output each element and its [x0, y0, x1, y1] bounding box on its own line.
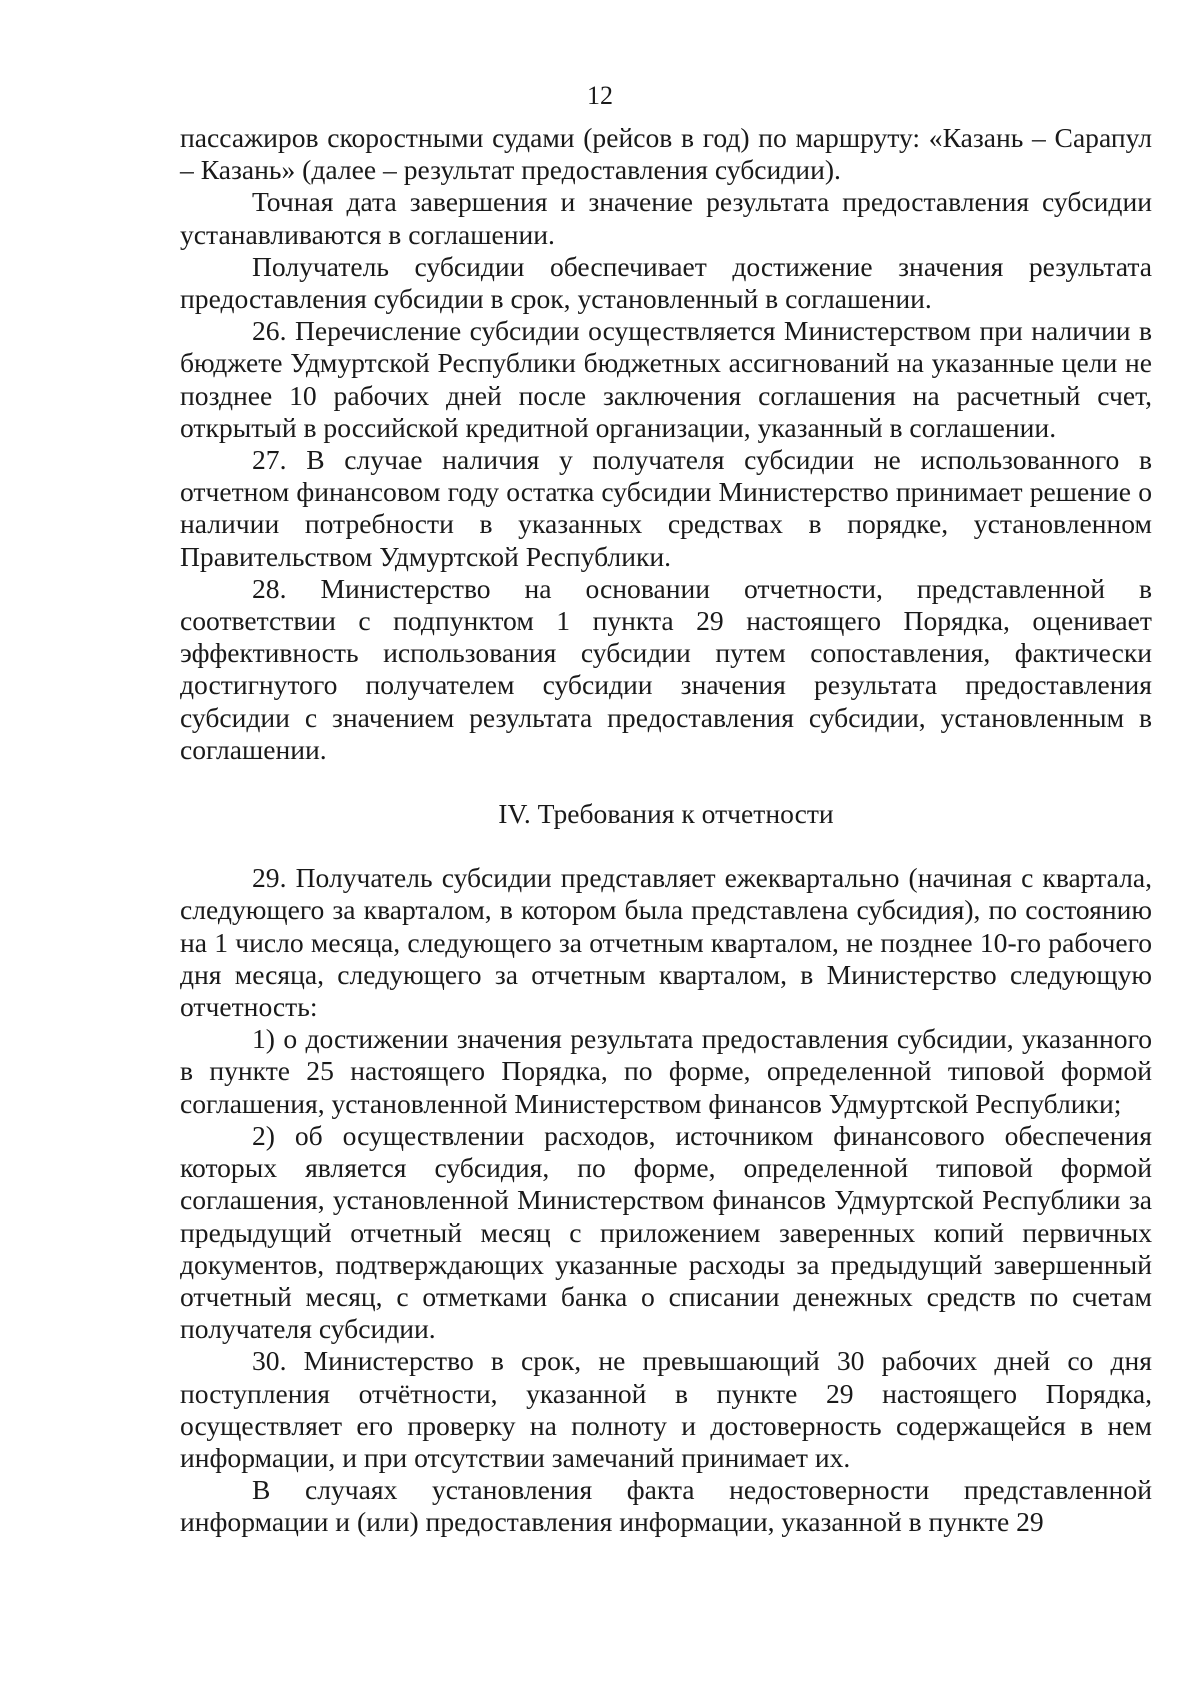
paragraph-item-29-1: 1) о достижении значения результата предоставления субсидии, указанного в пункте 25 настоящего Порядка, по форме, определенной типовой формой соглашения, установленной Министерством финансов Удмуртской Республики; [180, 1023, 1152, 1119]
document-body [180, 122, 1152, 1539]
paragraph-item-28: 28. Министерство на основании отчетности, представленной в соответствии с подпунктом 1 пункта 29 настоящего Порядка, оценивает эффективность использования субсидии путем сопоставления, фактически достигнутого получателем субсидии значения результата предоставления субсидии с значением результата предоставления субсидии, установленным в соглашении. [180, 572, 1152, 765]
page-number: 12 [587, 81, 613, 110]
paragraph-item-30: 30. Министерство в срок, не превышающий 30 рабочих дней со дня поступления отчётности, указанной в пункте 29 настоящего Порядка, осуществляет его проверку на полноту и достоверность содержащейся в нем информации, и при отсутствии замечаний принимает их. [180, 1345, 1152, 1473]
paragraph-inaccuracy-cases: В случаях установления факта недостоверности представленной информации и (или) предоставления информации, указанной в пункте 29 [180, 1474, 1152, 1538]
paragraph-continuation: пассажиров скоростными судами (рейсов в год) по маршруту: «Казань – Сарапул – Казань» (далее – результат предоставления субсидии). [180, 122, 1152, 186]
paragraph-item-27: 27. В случае наличия у получателя субсидии не использованного в отчетном финансовом году остатка субсидии Министерство принимает решение о наличии потребности в указанных средствах в порядке, установленном Правительством Удмуртской Республики. [180, 444, 1152, 572]
paragraph-item-29-2: 2) об осуществлении расходов, источником финансового обеспечения которых является субсидия, по форме, определенной типовой формой соглашения, установленной Министерством финансов Удмуртской Республики за предыдущий отчетный месяц с приложением заверенных копий первичных документов, подтверждающих указанные расходы за предыдущий завершенный отчетный месяц, с отметками банка о списании денежных средств по счетам получателя субсидии. [180, 1119, 1152, 1345]
paragraph-item-29: 29. Получатель субсидии представляет ежеквартально (начиная с квартала, следующего за кварталом, в котором была представлена субсидия), по состоянию на 1 число месяца, следующего за отчетным кварталом, не позднее 10-го рабочего дня месяца, следующего за отчетным кварталом, в Министерство следующую отчетность: [180, 862, 1152, 1023]
paragraph-item-26: 26. Перечисление субсидии осуществляется Министерством при наличии в бюджете Удмуртской Республики бюджетных ассигнований на указанные цели не позднее 10 рабочих дней после заключения соглашения на расчетный счет, открытый в российской кредитной организации, указанный в соглашении. [180, 315, 1152, 443]
paragraph-result-date: Точная дата завершения и значение результата предоставления субсидии устанавливаются в соглашении. [180, 186, 1152, 250]
section-heading: IV. Требования к отчетности [498, 798, 834, 830]
paragraph-recipient-obligation: Получатель субсидии обеспечивает достижение значения результата предоставления субсидии в срок, установленный в соглашении. [180, 250, 1152, 315]
